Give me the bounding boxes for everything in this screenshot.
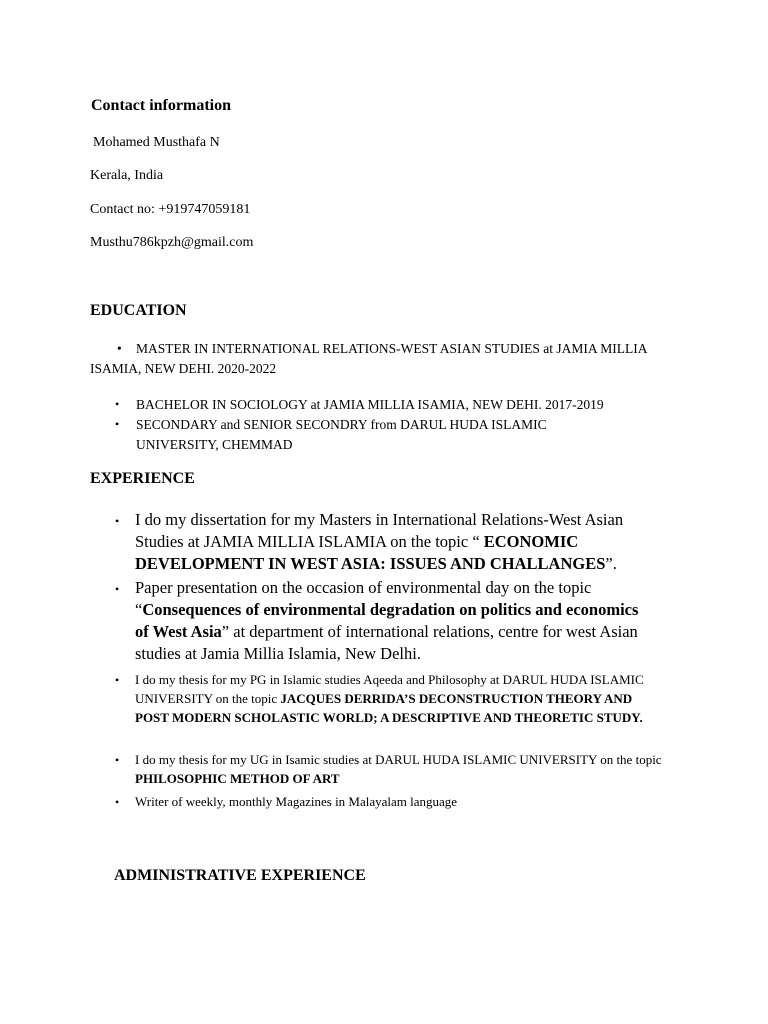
contact-name: Mohamed Musthafa N (93, 135, 220, 150)
contact-phone: Contact no: +919747059181 (90, 202, 251, 217)
experience-heading: EXPERIENCE (90, 470, 195, 487)
bullet-icon: • (115, 795, 120, 809)
education-heading: EDUCATION (90, 302, 187, 319)
education-item: • MASTER IN INTERNATIONAL RELATIONS-WEST ASIAN STUDIES at JAMIA MILLIA ISAMIA, NEW DEHI. 2020-2022 (90, 341, 647, 376)
bullet-icon: • (115, 397, 120, 411)
bullet-icon: • (115, 753, 120, 767)
education-item: SECONDARY and SENIOR SECONDRY from DARUL HUDA ISLAMIC UNIVERSITY, CHEMMAD (136, 417, 547, 452)
bullet-icon: • (115, 417, 120, 431)
administrative-heading: ADMINISTRATIVE EXPERIENCE (114, 867, 366, 884)
experience-item: Paper presentation on the occasion of environmental day on the topic “Consequences of environmental degradation on politics and economics of West Asia” at department of international relations, centre for west Asian studies at Jamia Millia Islamia, New Delhi. (135, 578, 639, 663)
bullet-icon: • (117, 341, 122, 356)
bullet-icon: • (115, 582, 120, 596)
experience-item: Writer of weekly, monthly Magazines in Malayalam language (135, 794, 458, 809)
contact-email: Musthu786kpzh@gmail.com (90, 235, 254, 250)
bullet-icon: • (115, 673, 120, 687)
experience-item: I do my thesis for my UG in Isamic studies at DARUL HUDA ISLAMIC UNIVERSITY on the topic PHILOSOPHIC METHOD OF ART (135, 752, 662, 786)
contact-location: Kerala, India (90, 168, 164, 183)
experience-item: I do my thesis for my PG in Islamic studies Aqeeda and Philosophy at DARUL HUDA ISLAMIC UNIVERSITY on the topic JACQUES DERRIDA’S DECONSTRUCTION THEORY AND POST MODERN SCHOLASTIC WORLD; A DESCRIPTIVE AND THEORETIC STUDY. (135, 672, 644, 725)
experience-item: I do my dissertation for my Masters in International Relations-West Asian Studies at JAMIA MILLIA ISLAMIA on the topic “ ECONOMIC DEVELOPMENT IN WEST ASIA: ISSUES AND CHALLANGES”. (135, 510, 624, 573)
bullet-icon: • (115, 514, 120, 528)
education-item: BACHELOR IN SOCIOLOGY at JAMIA MILLIA ISAMIA, NEW DEHI. 2017-2019 (136, 397, 604, 412)
contact-heading: Contact information (91, 97, 231, 114)
